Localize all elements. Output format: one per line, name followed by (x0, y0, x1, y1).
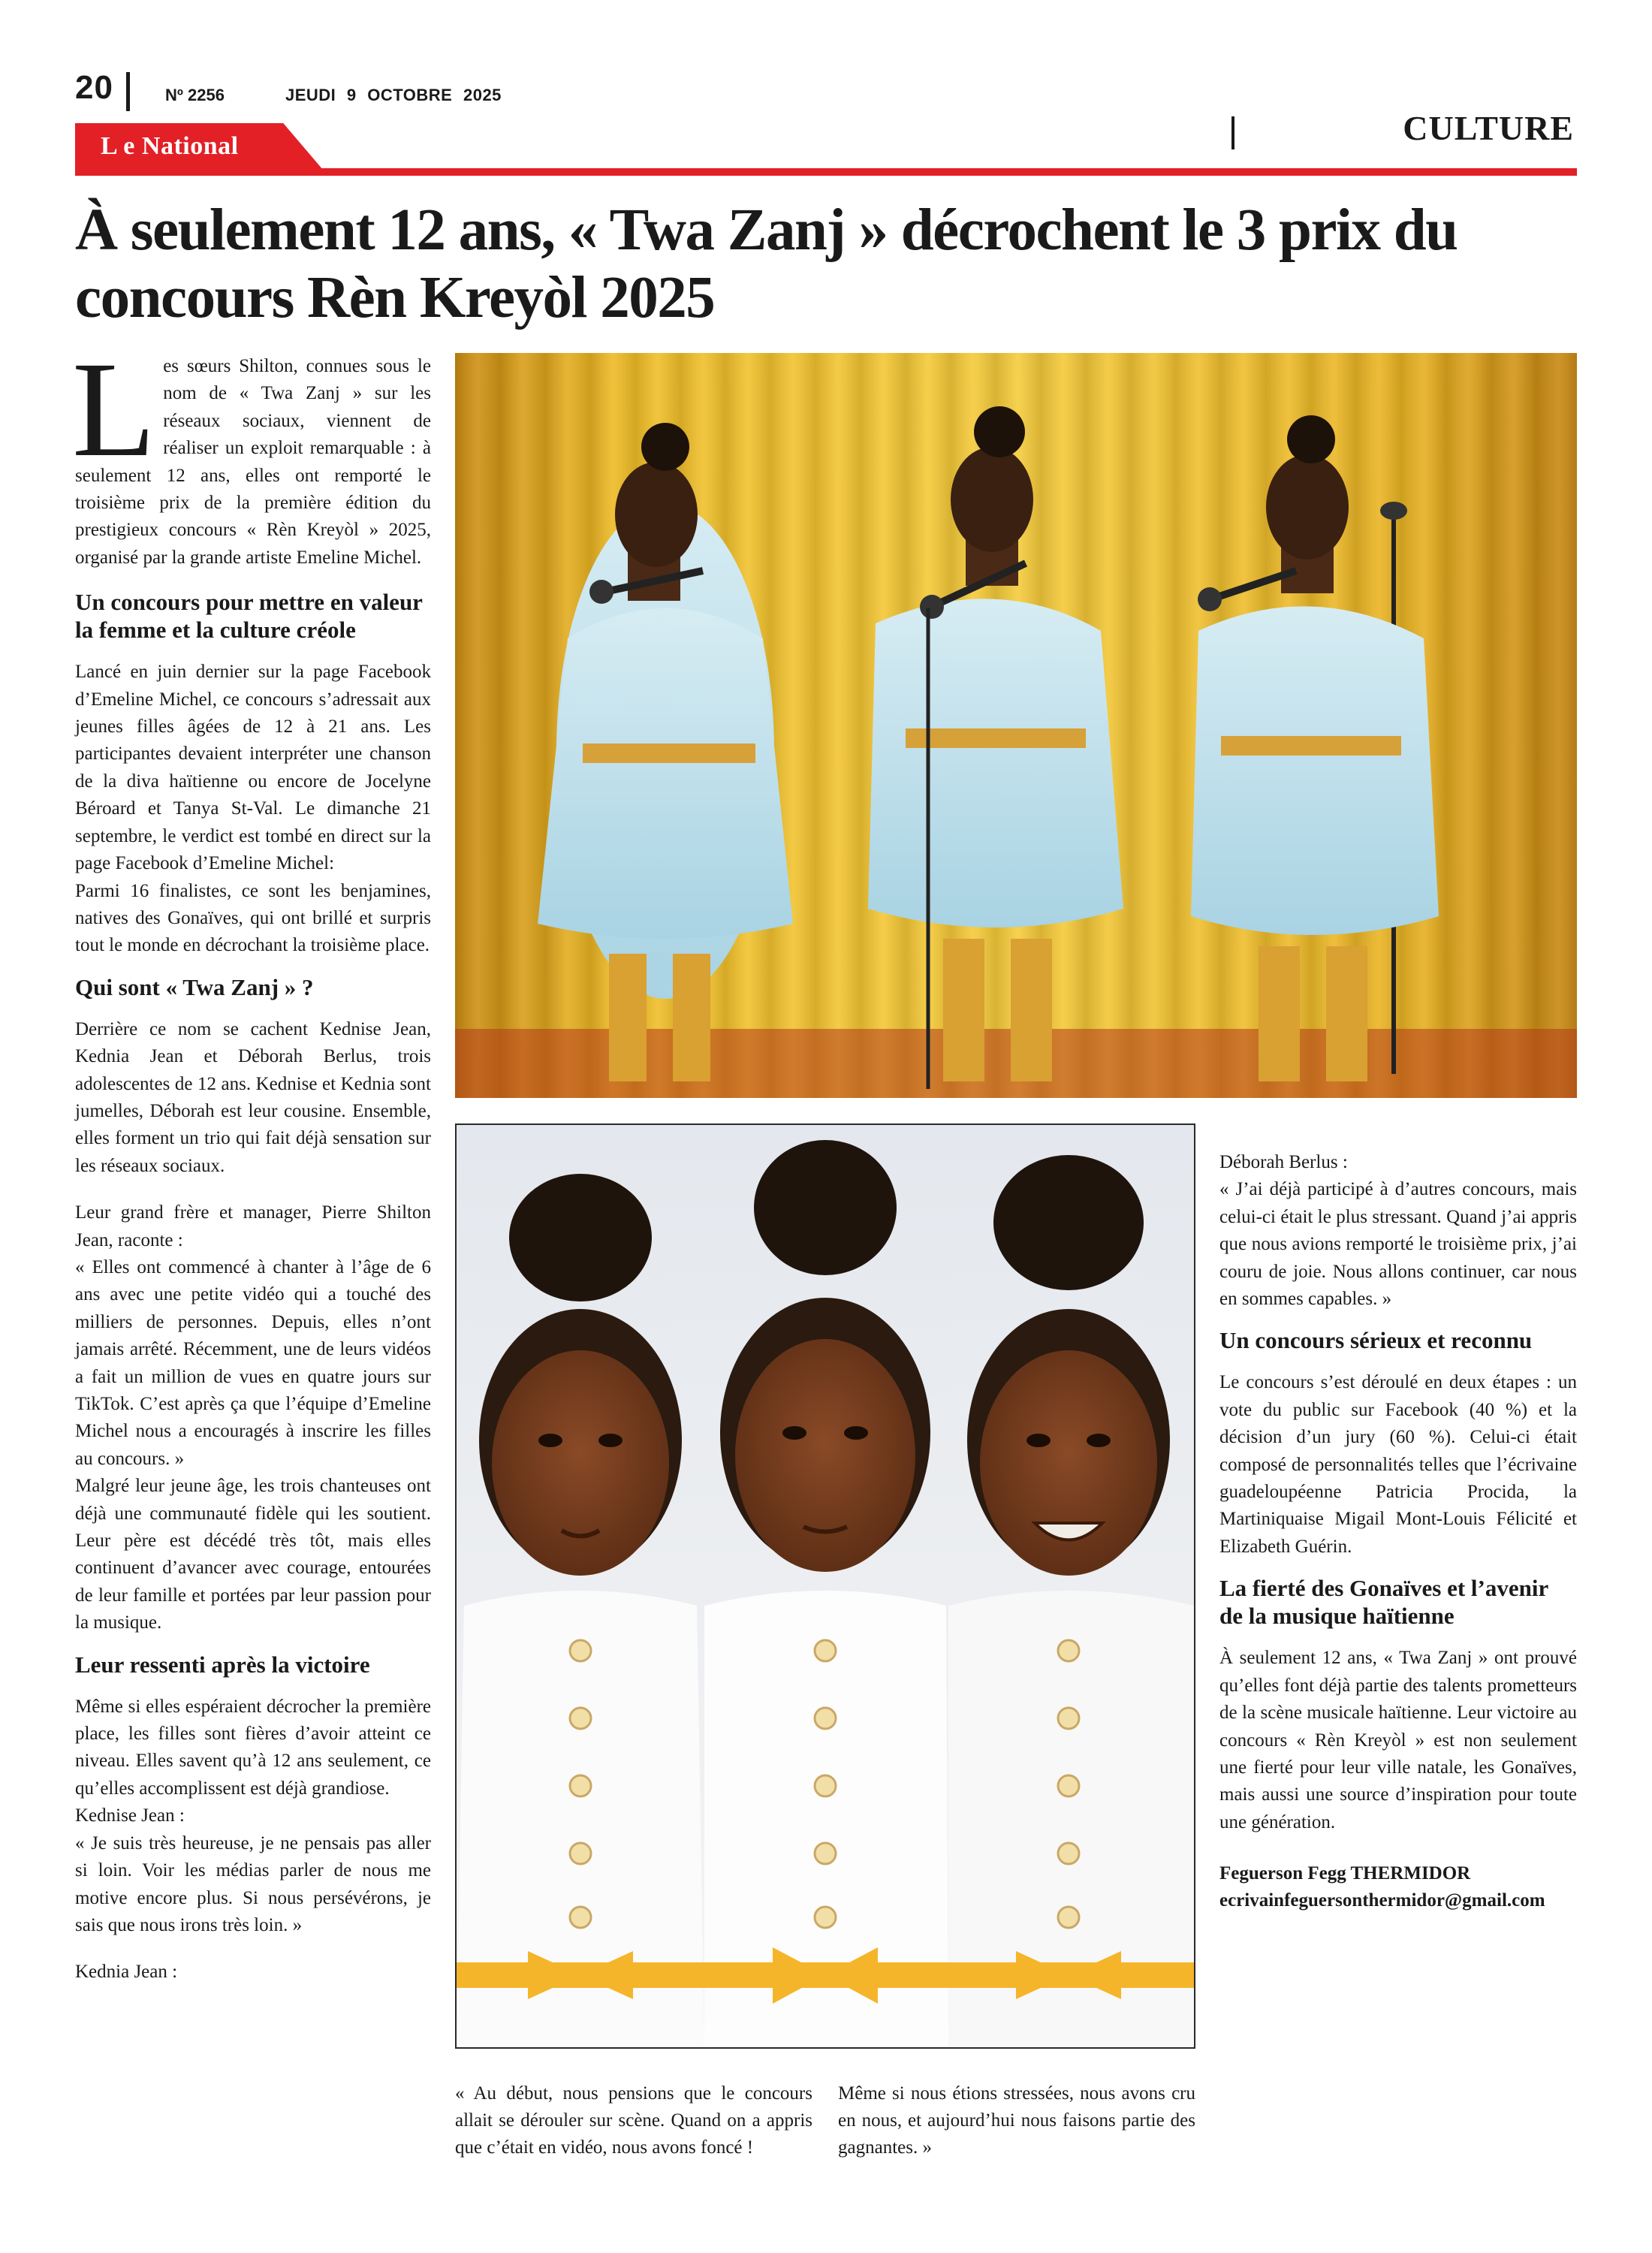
masthead-logo: L e National (101, 132, 239, 160)
page-number-divider (126, 72, 130, 111)
paragraph-manager: Leur grand frère et manager, Pierre Shilton Jean, raconte : (75, 1202, 431, 1250)
paragraph-finalistes: Parmi 16 finalistes, ce sont les benjamines, natives des Gonaïves, qui ont brillé et surpris tout le monde en décrochant la troisième place. (75, 880, 431, 956)
quote-kednise: « Je suis très heureuse, je ne pensais pas aller si loin. Voir les médias parler de nous me motive encore plus. Si nous persévérons, je sais que nous irons très loin. » (75, 1832, 431, 1935)
subheading-serieux: Un concours sérieux et reconnu (1219, 1327, 1533, 1354)
article-column-right (1219, 1149, 1577, 1914)
lead-paragraph (72, 334, 431, 572)
issue-number: Nº 2256 (165, 86, 225, 104)
article-headline: À seulement 12 ans, « Twa Zanj » décrochent le 3 prix du concours Rèn Kreyòl 2025 (75, 198, 1458, 330)
paragraph-malgre: Malgré leur jeune âge, les trois chanteuses ont déjà une communauté fidèle qui les soutient. Leur père est décédé très tôt, mais elles continuent d’avancer avec courage, entourées de leur famille et portées par leur passion pour la musique. (75, 1476, 431, 1633)
paragraph-concours: Lancé en juin dernier sur la page Facebook d’Emeline Michel, ce concours s’adressait aux jeunes filles âgées de 12 à 21 ans. Les participantes devaient interpréter une chanson de la diva haïtienne ou encore de Jocelyne Béroard et Tanya St-Val. Le dimanche 21 septembre, le verdict est tombé en direct sur la page Facebook d’Emeline Michel: (75, 662, 431, 874)
speaker-kednia: Kednia Jean : (75, 1962, 178, 1983)
stage-performance-photo (455, 353, 1577, 1098)
issue-date: JEUDI 9 OCTOBRE 2025 (285, 86, 502, 104)
quote-kednia-part2: Même si nous étions stressées, nous avons cru en nous, et aujourd’hui nous faisons partie des gagnantes. » (838, 2083, 1195, 2158)
header-rule (75, 168, 1577, 176)
paragraph-serieux: Le concours s’est déroulé en deux étapes : un vote du public sur Facebook (40 %) et la décision d’un jury (60 %). Celui-ci était composé de personnalités telles que l’écrivaine guadeloupéenne Patricia Procida, la Martiniquaise Migail Mont-Louis Félicité et Elizabeth Guérin. (1219, 1372, 1577, 1557)
subheading-concours: Un concours pour mettre en valeur la femme et la culture créole (75, 589, 423, 644)
subheading-fierte: La fierté des Gonaïves et l’avenir de la musique haïtienne (1219, 1575, 1548, 1630)
author-email[interactable]: ecrivainfeguersonthermidor@gmail.com (1219, 1890, 1545, 1911)
quote-kednia-part1: « Au début, nous pensions que le concours allait se dérouler sur scène. Quand on a appris que c’était en vidéo, nous avons foncé ! (455, 2083, 812, 2158)
drop-cap: L (72, 334, 156, 485)
subheading-qui-sont: Qui sont « Twa Zanj » ? (75, 973, 314, 1000)
quote-deborah: « J’ai déjà participé à d’autres concours, mais celui-ci était le plus stressant. Quand j’ai appris que nous avions remporté le troisième prix, j’ai couru de joie. Nous allons continuer, car nous en sommes capables. » (1219, 1179, 1577, 1310)
speaker-kednise: Kednise Jean : (75, 1805, 185, 1826)
subheading-ressenti: Leur ressenti après la victoire (75, 1651, 370, 1678)
paragraph-qui-sont: Derrière ce nom se cachent Kednise Jean, Kednia Jean et Déborah Berlus, trois adolescentes de 12 ans. Kednise et Kednia sont jumelles, Déborah est leur cousine. Ensemble, elles forment un trio qui fait déjà sensation sur les réseaux sociaux. (75, 1018, 431, 1176)
paragraph-manager-quote: « Elles ont commencé à chanter à l’âge de 6 ans avec une petite vidéo qui a touché des milliers de personnes. Depuis, elles n’ont jamais arrêté. Récemment, une de leurs vidéos a fait un million de vues en quatre jours sur TikTok. C’est après ça que l’équipe d’Emeline Michel nous a encouragés à inscrire les filles au concours. » (75, 1256, 431, 1469)
paragraph-fierte: À seulement 12 ans, « Twa Zanj » ont prouvé qu’elles font déjà partie des talents prometteurs de la scène musicale haïtienne. Leur victoire au concours « Rèn Kreyòl » est non seulement une fierté pour leur ville natale, les Gonaïves, mais aussi une source d’inspiration pour toute une génération. (1219, 1648, 1577, 1832)
paragraph-ressenti: Même si elles espéraient décrocher la première place, les filles sont fières d’avoir atteint ce niveau. Elles savent qu’à 12 ans seulement, ce qu’elles accomplissent est déjà grandiose. (75, 1696, 431, 1799)
portrait-photo (457, 1125, 1194, 2047)
section-divider (1231, 116, 1234, 149)
article-column-left (72, 334, 431, 1986)
author-name: Feguerson Fegg THERMIDOR (1219, 1863, 1471, 1884)
lead-text: es sœurs Shilton, connues sous le nom de « Twa Zanj » sur les réseaux sociaux, viennent de réaliser un exploit remarquable : à seulement 12 ans, elles ont remporté le troisième prix de la première édition du prestigieux concours « Rèn Kreyòl » 2025, organisé par la grande artiste Emeline Michel. (75, 356, 431, 568)
section-title: CULTURE (1403, 109, 1574, 147)
speaker-deborah: Déborah Berlus : (1219, 1152, 1348, 1172)
page-number: 20 (75, 69, 113, 106)
